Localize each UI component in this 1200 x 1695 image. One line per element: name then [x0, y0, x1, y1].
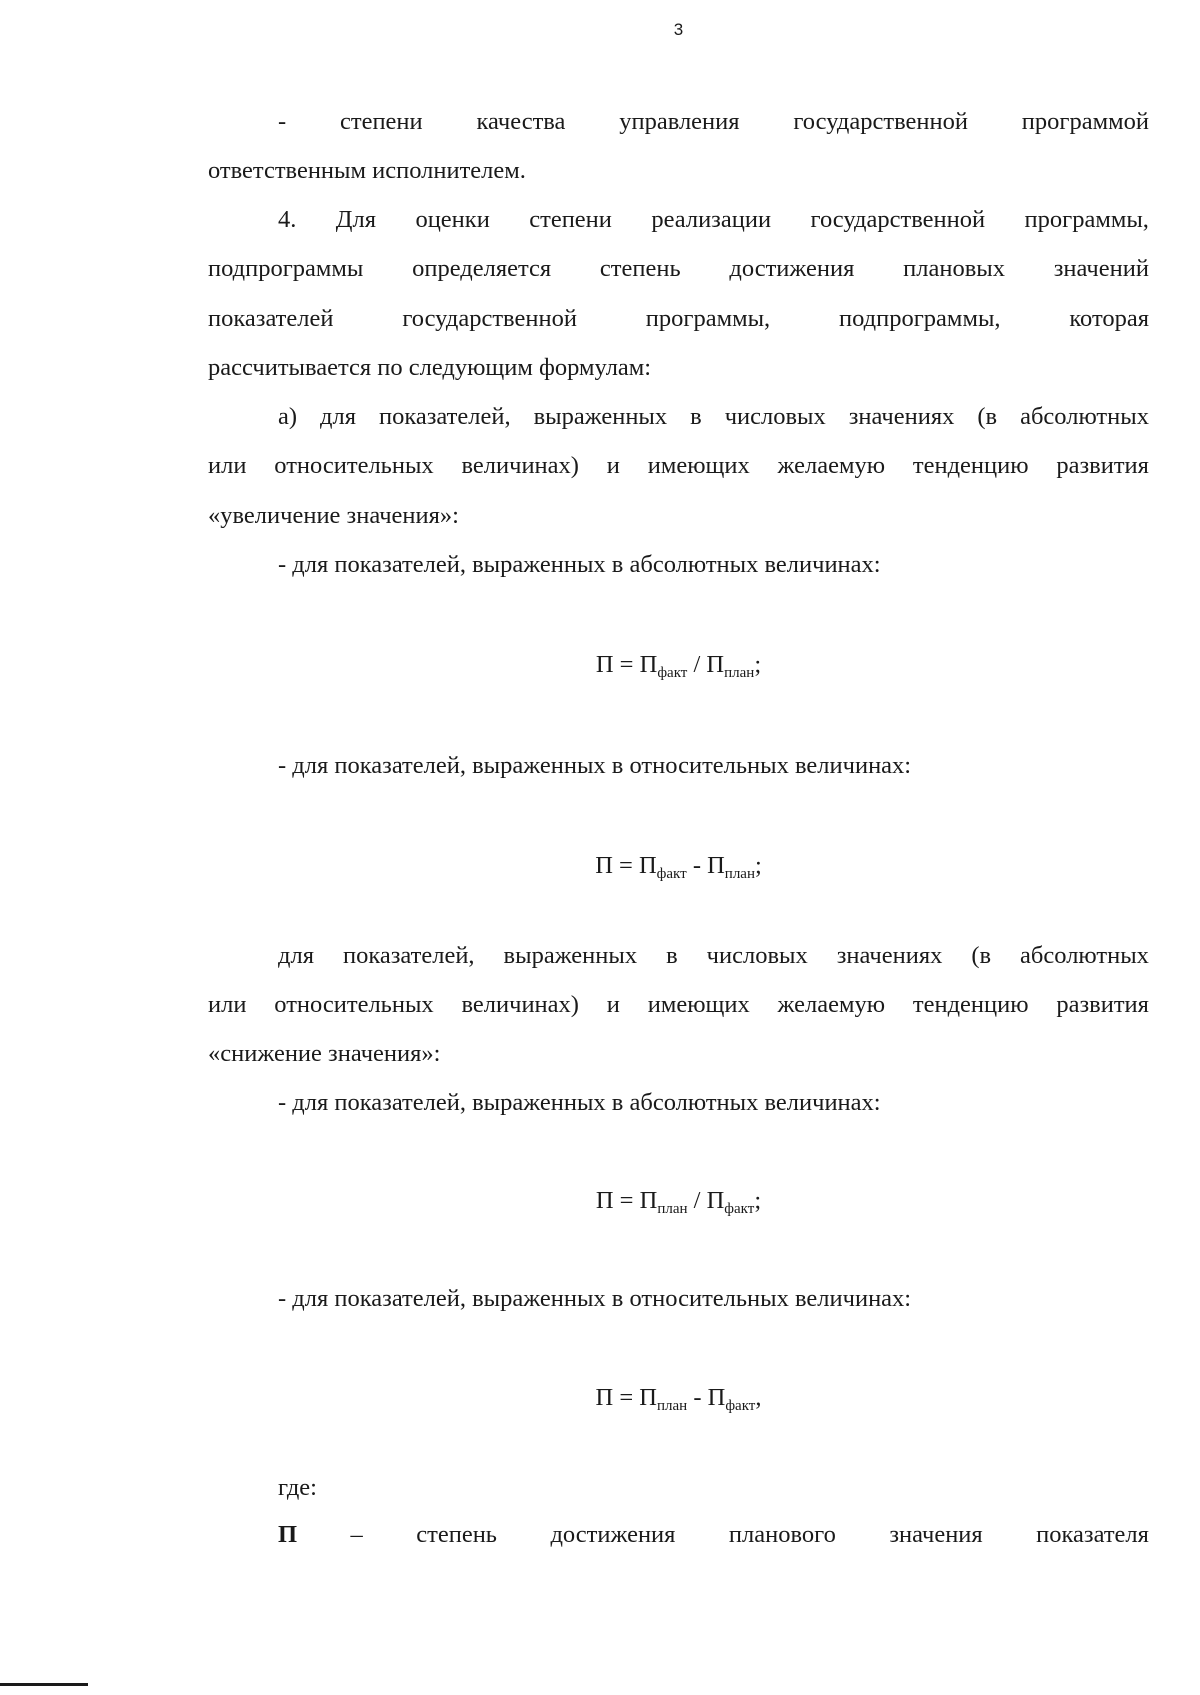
word: степени	[529, 206, 612, 233]
word: и	[606, 991, 620, 1018]
where-label: где:	[278, 1474, 317, 1501]
word: показателей,	[378, 403, 511, 430]
word: развития	[1056, 991, 1149, 1018]
paragraph-line: рассчитывается по следующим формулам:	[208, 354, 652, 381]
formula-operator: / П	[687, 651, 725, 678]
word: величинах)	[461, 452, 579, 479]
formula-subscript: факт	[725, 1398, 756, 1414]
paragraph-line: «снижение значения»:	[208, 1040, 441, 1067]
formula-subscript: факт	[724, 1201, 755, 1217]
formula-subscript: план	[657, 1398, 688, 1414]
word: и	[606, 452, 620, 479]
word: выраженных	[533, 403, 668, 430]
word: (в	[977, 403, 998, 430]
paragraph-line	[208, 254, 1149, 284]
formula-end: ;	[754, 651, 762, 678]
word: степень	[599, 255, 681, 282]
word: государственной	[810, 206, 986, 233]
definition-line	[278, 1520, 1149, 1550]
word: значениях	[848, 403, 955, 430]
paragraph-line: ответственным исполнителем.	[208, 157, 526, 184]
word: относительных	[274, 991, 434, 1018]
word: достижения	[550, 1521, 676, 1548]
symbol: П	[278, 1521, 298, 1548]
page-number: 3	[673, 20, 684, 39]
word: которая	[1069, 305, 1149, 332]
word: показателей,	[342, 942, 475, 969]
word: значениях	[836, 942, 943, 969]
word: желаемую	[777, 991, 886, 1018]
word: значений	[1053, 255, 1149, 282]
word: имеющих	[647, 991, 750, 1018]
word: имеющих	[647, 452, 750, 479]
formula-operator: - П	[687, 1384, 726, 1411]
word: развития	[1056, 452, 1149, 479]
word: выраженных	[503, 942, 638, 969]
word: в	[666, 942, 678, 969]
word: плановых	[903, 255, 1005, 282]
word: реализации	[651, 206, 772, 233]
word: 4.	[278, 206, 297, 233]
word: государственной	[402, 305, 577, 332]
word: абсолютных	[1020, 942, 1149, 969]
list-item: - для показателей, выраженных в относительных величинах:	[278, 752, 912, 779]
word: Для	[335, 206, 377, 233]
word: управления	[619, 108, 740, 135]
word: показателей	[208, 305, 334, 332]
paragraph-line	[208, 990, 1149, 1020]
word: для	[278, 942, 314, 969]
formula-end: ;	[754, 1187, 762, 1214]
word: программы,	[1024, 206, 1149, 233]
list-item: - для показателей, выраженных в относительных величинах:	[278, 1285, 912, 1312]
formula-operator: - П	[686, 852, 725, 879]
formula	[0, 851, 1200, 881]
word: оценки	[415, 206, 490, 233]
word: достижения	[729, 255, 855, 282]
word: программой	[1021, 108, 1149, 135]
word: подпрограммы,	[839, 305, 1001, 332]
word: показателя	[1036, 1521, 1149, 1548]
word: или	[208, 991, 247, 1018]
list-item: - для показателей, выраженных в абсолютных величинах:	[278, 551, 881, 578]
scan-edge-mark	[0, 1683, 88, 1686]
formula-subscript: план	[724, 665, 755, 681]
formula-end: ,	[755, 1384, 762, 1411]
formula	[0, 1383, 1200, 1413]
paragraph-line	[208, 451, 1149, 481]
paragraph-line	[278, 402, 1149, 432]
word: желаемую	[777, 452, 886, 479]
word: тенденцию	[912, 991, 1029, 1018]
word: степень	[416, 1521, 497, 1548]
formula-subscript: факт	[657, 665, 688, 681]
word: а)	[278, 403, 298, 430]
word: числовых	[706, 942, 808, 969]
formula-end: ;	[755, 852, 762, 879]
word: величинах)	[461, 991, 579, 1018]
paragraph-line	[278, 941, 1149, 971]
formula-subscript: факт	[656, 866, 687, 882]
paragraph-line	[278, 205, 1149, 235]
word: –	[350, 1521, 363, 1548]
formula-lhs: П = П	[595, 651, 658, 678]
word: для	[320, 403, 356, 430]
word: подпрограммы	[208, 255, 364, 282]
paragraph-line: «увеличение значения»:	[208, 502, 459, 529]
list-item: - для показателей, выраженных в абсолютных величинах:	[278, 1089, 881, 1116]
word: государственной	[793, 108, 968, 135]
formula-operator: / П	[687, 1187, 725, 1214]
word: числовых	[724, 403, 826, 430]
word: или	[208, 452, 247, 479]
word: степени	[339, 108, 423, 135]
paragraph-line	[208, 304, 1149, 334]
word: в	[690, 403, 702, 430]
formula-subscript: план	[657, 1201, 688, 1217]
paragraph-line	[278, 107, 1149, 137]
formula-lhs: П = П	[595, 1384, 657, 1411]
formula-subscript: план	[724, 866, 755, 882]
formula	[0, 650, 1200, 680]
word: качества	[476, 108, 566, 135]
word: тенденцию	[912, 452, 1029, 479]
word: (в	[971, 942, 992, 969]
word: определяется	[412, 255, 552, 282]
word: планового	[728, 1521, 836, 1548]
word: значения	[889, 1521, 983, 1548]
word: абсолютных	[1020, 403, 1149, 430]
formula	[0, 1186, 1200, 1216]
formula-lhs: П = П	[595, 852, 657, 879]
formula-lhs: П = П	[595, 1187, 658, 1214]
word: относительных	[274, 452, 434, 479]
word: -	[278, 108, 287, 135]
word: программы,	[645, 305, 771, 332]
